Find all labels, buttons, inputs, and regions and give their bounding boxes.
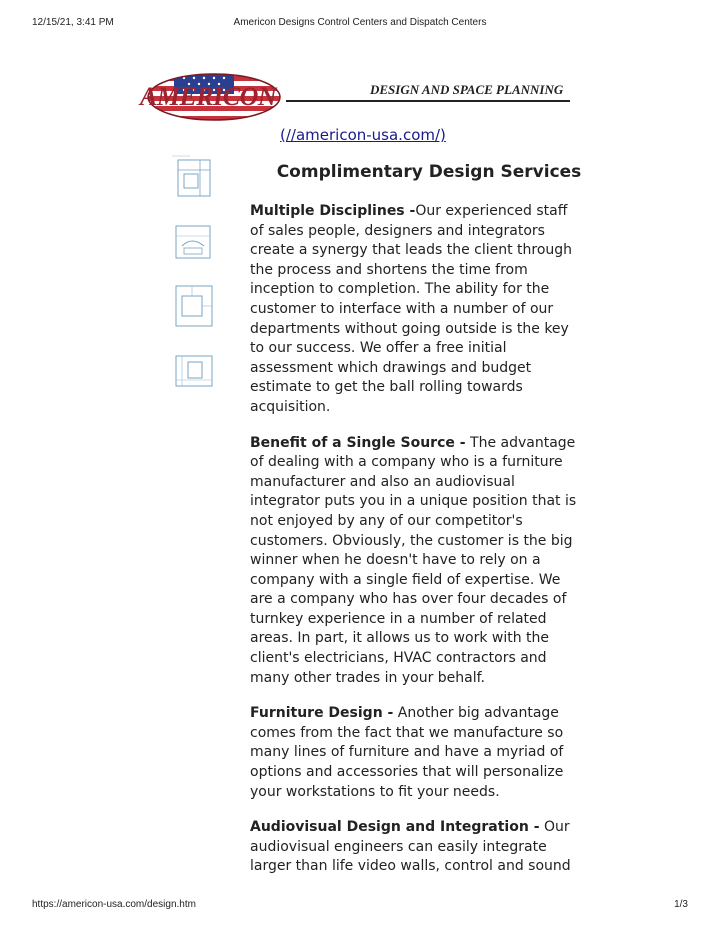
print-url: https://americon-usa.com/design.htm: [32, 899, 196, 910]
company-logo-text: AMERICON: [140, 82, 277, 111]
section-body: Another big advantage comes from the fact that we manufacture so many lines of furniture and have a myriad of options and accessories that will personalize your workstations to fit your needs.: [250, 705, 564, 800]
section-body: The advantage of dealing with a company who is a furniture manufacturer and also an audiovisual integrator puts you in a unique position that is not enjoyed by any of our competitor's customers. Obviously, the customer is the big winner when he doesn't have to rely on a company with a single field of expertise. We are a company who has over four decades of turnkey experience in a number of related areas. In part, it allows us to work with the client's electricians, HVAC contractors and many other trades in your behalf.: [250, 434, 577, 686]
section-furniture-design: [250, 704, 584, 802]
print-footer: [0, 891, 720, 931]
section-multiple-disciplines: [250, 202, 584, 418]
section-title: Furniture Design -: [250, 705, 394, 722]
site-home-link[interactable]: (//americon-usa.com/): [280, 126, 446, 144]
drawing-thumbnails: [170, 152, 222, 408]
floorplan-thumbnail-icon: [170, 344, 218, 396]
print-page-title: Americon Designs Control Centers and Dispatch Centers: [233, 17, 487, 28]
floorplan-thumbnail-icon: [170, 216, 218, 268]
section-body: Our experienced staff of sales people, designers and integrators create a synergy that leads the client through the process and shortens the time from inception to completion. The ability for the customer to interface with a number of our departments without going outside is the key to our success. We offer a free initial assessment which drawings and budget estimate to get the ball rolling towards acquisition.: [250, 203, 573, 415]
print-header: [0, 0, 720, 40]
section-title: Audiovisual Design and Integration -: [250, 819, 540, 836]
section-single-source: [250, 434, 584, 689]
banner-tagline: DESIGN AND SPACE PLANNING: [370, 82, 564, 97]
page-heading: Complimentary Design Services: [276, 162, 582, 182]
print-page-number: 1/3: [674, 899, 688, 910]
section-title: Multiple Disciplines -: [250, 203, 416, 219]
company-banner: [140, 70, 580, 126]
banner-divider: [286, 100, 570, 102]
floorplan-thumbnail-icon: [170, 280, 218, 332]
section-body: Our audiovisual engineers can easily integrate larger than life video walls, control and sound: [250, 819, 571, 875]
section-audiovisual-design: [250, 818, 584, 877]
section-title: Benefit of a Single Source -: [250, 434, 466, 451]
floorplan-thumbnail-icon: [170, 152, 218, 204]
main-content: [250, 160, 584, 893]
print-datetime: 12/15/21, 3:41 PM: [32, 17, 114, 28]
